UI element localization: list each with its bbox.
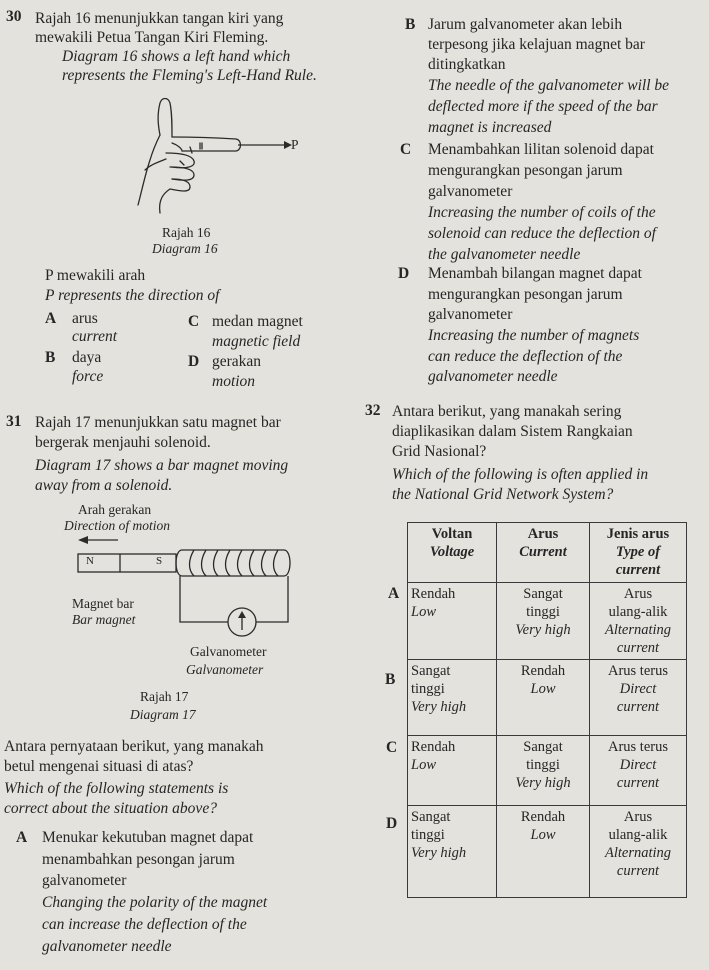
row-a-type bbox=[590, 583, 687, 660]
header-type-ms: Jenis arus bbox=[606, 526, 670, 542]
figure16-caption-en: Diagram 16 bbox=[152, 241, 218, 256]
q31-option-b-ms-3: ditingkatkan bbox=[428, 56, 506, 73]
q30-option-c-ms: medan magnet bbox=[212, 313, 303, 330]
q31-option-c-en-1: Increasing the number of coils of the bbox=[428, 204, 656, 221]
q30-option-d-letter: D bbox=[188, 353, 200, 370]
cell-text: Sangat bbox=[523, 739, 563, 755]
q30-option-d-en: motion bbox=[212, 373, 256, 390]
cell-text: tinggi bbox=[526, 757, 560, 773]
q31-option-b-en-3: magnet is increased bbox=[428, 119, 552, 136]
magnet-north-label: N bbox=[86, 555, 94, 567]
table-row bbox=[408, 660, 687, 736]
q30-option-a-en: current bbox=[72, 328, 118, 345]
cell-text: Arus terus bbox=[607, 663, 668, 679]
q31-option-a-en-2: can increase the deflection of the bbox=[42, 916, 247, 933]
cell-text: Low bbox=[530, 827, 556, 843]
cell-text: ulang-alik bbox=[608, 827, 668, 843]
header-voltage-en: Voltage bbox=[429, 544, 475, 560]
row-b-letter: B bbox=[385, 671, 396, 688]
q31-option-d-en-1: Increasing the number of magnets bbox=[428, 327, 640, 344]
q31-option-b-ms-2: terpesong jika kelajuan magnet bar bbox=[428, 36, 645, 53]
cell-text: tinggi bbox=[411, 827, 445, 843]
header-voltage bbox=[408, 523, 497, 583]
header-current-ms: Arus bbox=[527, 526, 559, 542]
figure16-label-p: P bbox=[291, 137, 299, 152]
cell-text: Low bbox=[530, 681, 556, 697]
figure17-galv-ms: Galvanometer bbox=[190, 644, 267, 659]
question-31-number: 31 bbox=[6, 413, 22, 430]
q31-text-en-1: Diagram 17 shows a bar magnet moving bbox=[35, 457, 289, 474]
row-d-current bbox=[497, 806, 590, 898]
q30-option-b-letter: B bbox=[45, 349, 56, 366]
q31-option-b-letter: B bbox=[405, 16, 416, 33]
figure17-direction-ms: Arah gerakan bbox=[78, 502, 152, 517]
q31-stem-en-2: correct about the situation above? bbox=[4, 800, 217, 817]
cell-text: ulang-alik bbox=[608, 604, 668, 620]
cell-text: Rendah bbox=[520, 663, 566, 679]
magnet-south-label: S bbox=[156, 555, 163, 567]
q31-option-b-ms-1: Jarum galvanometer akan lebih bbox=[428, 16, 623, 33]
cell-text: Very high bbox=[411, 845, 467, 861]
q31-option-d-ms-3: galvanometer bbox=[428, 306, 513, 323]
q30-option-a-letter: A bbox=[45, 310, 57, 327]
header-current-en: Current bbox=[519, 544, 567, 560]
header-voltage-ms: Voltan bbox=[431, 526, 473, 542]
cell-text: Rendah bbox=[520, 809, 566, 825]
q31-option-a-en-3: galvanometer needle bbox=[42, 938, 172, 955]
cell-text: Very high bbox=[515, 622, 571, 638]
q32-text-en-1: Which of the following is often applied in bbox=[392, 466, 649, 483]
q31-option-c-ms-1: Menambahkan lilitan solenoid dapat bbox=[428, 141, 654, 158]
q30-option-c-en: magnetic field bbox=[212, 333, 301, 350]
table-row bbox=[408, 806, 687, 898]
cell-text: current bbox=[616, 699, 660, 715]
row-a-letter: A bbox=[388, 585, 400, 602]
cell-text: Low bbox=[411, 604, 436, 620]
cell-text: tinggi bbox=[411, 681, 445, 697]
header-current bbox=[497, 523, 590, 583]
cell-text: Alternating bbox=[604, 845, 672, 861]
q30-option-c-letter: C bbox=[188, 313, 200, 330]
cell-text: Arus terus bbox=[607, 739, 668, 755]
q31-stem-ms-1: Antara pernyataan berikut, yang manakah bbox=[4, 738, 264, 755]
q31-option-a-ms-1: Menukar kekutuban magnet dapat bbox=[42, 829, 254, 846]
cell-text: Arus bbox=[623, 809, 653, 825]
figure17-magnet-en: Bar magnet bbox=[72, 612, 136, 627]
row-d-letter: D bbox=[386, 815, 398, 832]
row-c-voltage bbox=[408, 736, 497, 806]
cell-text: current bbox=[616, 863, 660, 879]
figure17-caption-en: Diagram 17 bbox=[130, 707, 196, 722]
q31-option-c-en-2: solenoid can reduce the deflection of bbox=[428, 225, 656, 242]
row-c-current bbox=[497, 736, 590, 806]
figure16-caption-ms: Rajah 16 bbox=[162, 225, 211, 240]
q30-text-ms-2: mewakili Petua Tangan Kiri Fleming. bbox=[35, 29, 269, 46]
q31-stem-ms-2: betul mengenai situasi di atas? bbox=[4, 758, 194, 775]
cell-text: current bbox=[616, 775, 660, 791]
cell-text: Very high bbox=[515, 775, 571, 791]
q31-option-b-en-2: deflected more if the speed of the bar bbox=[428, 98, 658, 115]
table-row bbox=[408, 736, 687, 806]
q31-text-ms-2: bergerak menjauhi solenoid. bbox=[35, 434, 211, 451]
q30-option-b-en: force bbox=[72, 368, 104, 385]
question-30-number: 30 bbox=[6, 8, 22, 25]
q32-text-ms-3: Grid Nasional? bbox=[392, 443, 487, 460]
q31-option-d-letter: D bbox=[398, 265, 410, 282]
row-c-letter: C bbox=[386, 739, 398, 756]
q31-option-a-ms-3: galvanometer bbox=[42, 872, 127, 889]
cell-text: Alternating bbox=[604, 622, 672, 638]
q30-option-b-ms: daya bbox=[72, 349, 102, 366]
q31-option-d-en-2: can reduce the deflection of the bbox=[428, 348, 623, 365]
row-b-current bbox=[497, 660, 590, 736]
q30-option-d-ms: gerakan bbox=[212, 353, 262, 370]
q31-option-c-ms-3: galvanometer bbox=[428, 183, 513, 200]
row-c-type bbox=[590, 736, 687, 806]
header-type bbox=[590, 523, 687, 583]
cell-text: Arus bbox=[623, 586, 653, 602]
q30-stem-ms: P mewakili arah bbox=[45, 267, 146, 284]
q30-option-a-ms: arus bbox=[72, 310, 98, 327]
figure17-direction-en: Direction of motion bbox=[64, 518, 170, 533]
figure17-magnet-ms: Magnet bar bbox=[72, 596, 134, 611]
cell-text: Very high bbox=[411, 699, 467, 715]
q31-text-en-2: away from a solenoid. bbox=[35, 477, 173, 494]
q31-option-c-ms-2: mengurangkan pesongan jarum bbox=[428, 162, 623, 179]
q31-option-d-en-3: galvanometer needle bbox=[428, 368, 558, 385]
cell-text: Sangat bbox=[523, 586, 563, 602]
q31-option-d-ms-1: Menambah bilangan magnet dapat bbox=[428, 265, 642, 282]
q31-option-a-en-1: Changing the polarity of the magnet bbox=[42, 894, 268, 911]
figure17-galv-en: Galvanometer bbox=[186, 662, 264, 677]
row-a-voltage bbox=[408, 583, 497, 660]
left-hand-figure bbox=[120, 95, 320, 220]
solenoid-figure bbox=[60, 530, 300, 650]
cell-text: Direct bbox=[619, 757, 657, 773]
q31-option-a-letter: A bbox=[16, 829, 28, 846]
q32-text-ms-2: diaplikasikan dalam Sistem Rangkaian bbox=[392, 423, 633, 440]
q31-option-c-en-3: the galvanometer needle bbox=[428, 246, 581, 263]
cell-text: current bbox=[616, 640, 660, 656]
cell-text: Rendah bbox=[411, 739, 456, 755]
figure17-caption-ms: Rajah 17 bbox=[140, 689, 189, 704]
cell-text: Sangat bbox=[411, 663, 451, 679]
cell-text: tinggi bbox=[526, 604, 560, 620]
q31-option-d-ms-2: mengurangkan pesongan jarum bbox=[428, 286, 623, 303]
row-a-current bbox=[497, 583, 590, 660]
q30-text-en-2: represents the Fleming's Left-Hand Rule. bbox=[62, 67, 317, 84]
cell-text: Sangat bbox=[411, 809, 451, 825]
q30-text-en-1: Diagram 16 shows a left hand which bbox=[62, 48, 291, 65]
q32-text-ms-1: Antara berikut, yang manakah sering bbox=[392, 403, 622, 420]
q30-text-ms-1: Rajah 16 menunjukkan tangan kiri yang bbox=[35, 10, 284, 27]
cell-text: Direct bbox=[619, 681, 657, 697]
q32-table bbox=[407, 522, 687, 898]
q30-stem-en: P represents the direction of bbox=[45, 287, 220, 304]
table-header-row bbox=[408, 523, 687, 583]
cell-text: Rendah bbox=[411, 586, 456, 602]
row-d-type bbox=[590, 806, 687, 898]
q31-stem-en-1: Which of the following statements is bbox=[4, 780, 229, 797]
cell-text: Low bbox=[411, 757, 436, 773]
q32-text-en-2: the National Grid Network System? bbox=[392, 486, 614, 503]
row-b-type bbox=[590, 660, 687, 736]
question-32-number: 32 bbox=[365, 402, 381, 419]
table-row bbox=[408, 583, 687, 660]
q31-option-a-ms-2: menambahkan pesongan jarum bbox=[42, 851, 235, 868]
row-b-voltage bbox=[408, 660, 497, 736]
q31-text-ms-1: Rajah 17 menunjukkan satu magnet bar bbox=[35, 414, 281, 431]
row-d-voltage bbox=[408, 806, 497, 898]
header-type-en-2: current bbox=[615, 562, 661, 578]
q31-option-c-letter: C bbox=[400, 141, 412, 158]
header-type-en-1: Type of bbox=[615, 544, 661, 560]
q31-option-b-en-1: The needle of the galvanometer will be bbox=[428, 77, 670, 94]
